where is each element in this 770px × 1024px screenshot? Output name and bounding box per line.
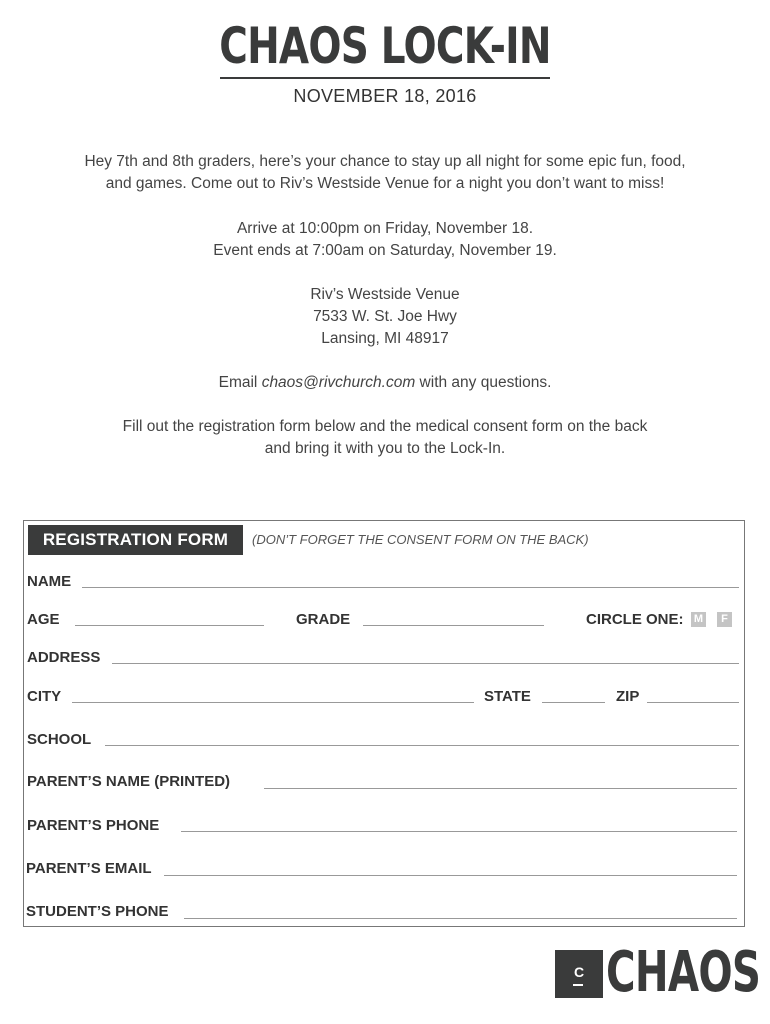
venue-name: Riv’s Westside Venue — [310, 286, 460, 303]
schedule-paragraph — [40, 218, 730, 262]
student-phone-field[interactable] — [184, 918, 737, 919]
chaos-logo-mark — [555, 950, 603, 998]
zip-label: ZIP — [616, 688, 640, 705]
female-option[interactable]: F — [717, 612, 732, 627]
logo-mark-underline — [573, 984, 583, 986]
parent-email-field[interactable] — [164, 875, 737, 876]
parent-name-label: PARENT’S NAME (PRINTED) — [27, 773, 231, 790]
title-rule — [220, 77, 550, 79]
email-suffix: with any questions. — [415, 374, 552, 391]
venue-address — [40, 284, 730, 350]
parent-email-label: PARENT’S EMAIL — [26, 860, 152, 877]
event-date: NOVEMBER 18, 2016 — [293, 86, 477, 106]
student-phone-label: STUDENT’S PHONE — [26, 903, 169, 920]
instructions-line: Fill out the registration form below and the medical consent form on the back — [122, 418, 648, 435]
age-field[interactable] — [75, 625, 264, 626]
grade-label: GRADE — [296, 611, 351, 628]
consent-note: (DON’T FORGET THE CONSENT FORM ON THE BACK) — [252, 532, 589, 547]
name-field[interactable] — [82, 587, 739, 588]
chaos-logo-text: CHAOS — [606, 940, 761, 1005]
email-prefix: Email — [218, 374, 262, 391]
age-label: AGE — [27, 611, 60, 628]
parent-phone-label: PARENT’S PHONE — [27, 817, 160, 834]
intro-paragraph — [40, 151, 730, 195]
grade-field[interactable] — [363, 625, 544, 626]
venue-city: Lansing, MI 48917 — [321, 330, 449, 347]
circle-one-label: CIRCLE ONE: — [586, 611, 684, 628]
address-label: ADDRESS — [27, 649, 101, 666]
instructions-line: and bring it with you to the Lock-In. — [264, 440, 506, 457]
zip-field[interactable] — [647, 702, 739, 703]
page-title: CHAOS LOCK-IN — [219, 17, 551, 75]
school-label: SCHOOL — [27, 731, 92, 748]
male-option[interactable]: M — [691, 612, 706, 627]
end-time: Event ends at 7:00am on Saturday, November 19. — [213, 242, 557, 259]
registration-form-tag: REGISTRATION FORM — [28, 525, 243, 555]
intro-line: and games. Come out to Riv’s Westside Venue for a night you don’t want to miss! — [105, 175, 665, 192]
parent-phone-field[interactable] — [181, 831, 737, 832]
contact-email[interactable]: chaos@rivchurch.com — [261, 374, 416, 391]
instructions-paragraph — [40, 416, 730, 460]
logo-mark-letter: C — [573, 964, 585, 980]
intro-line: Hey 7th and 8th graders, here’s your chance to stay up all night for some epic fun, food, — [84, 153, 686, 170]
city-label: CITY — [27, 688, 62, 705]
state-field[interactable] — [542, 702, 605, 703]
school-field[interactable] — [105, 745, 739, 746]
name-label: NAME — [27, 573, 72, 590]
state-label: STATE — [484, 688, 531, 705]
arrive-time: Arrive at 10:00pm on Friday, November 18. — [236, 220, 534, 237]
contact-line — [40, 372, 730, 394]
parent-name-field[interactable] — [264, 788, 737, 789]
address-field[interactable] — [112, 663, 739, 664]
venue-street: 7533 W. St. Joe Hwy — [313, 308, 457, 325]
city-field[interactable] — [72, 702, 474, 703]
